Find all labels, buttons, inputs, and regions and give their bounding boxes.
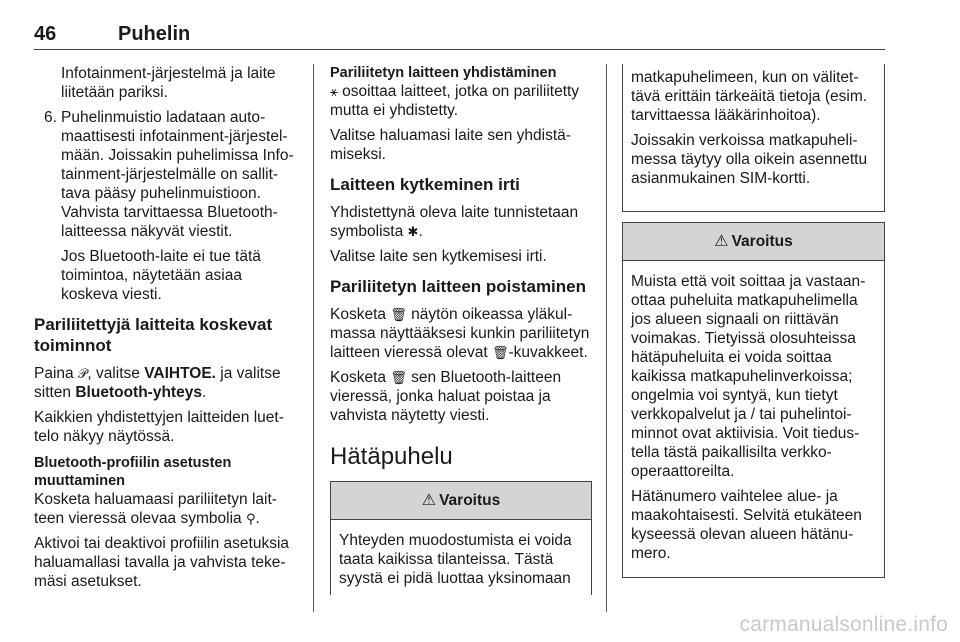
section-title-emergency-call: Hätäpuhelu	[330, 443, 453, 470]
phone-icon: 𝒫	[77, 366, 88, 381]
text-run: Paina	[34, 365, 78, 382]
warning-sim-text: Joissakin verkoissa matkapuhelimessa täytyy olla oikein asennettu asianmukainen SIM-kortti.	[631, 132, 868, 187]
warning-icon: ⚠	[714, 233, 729, 250]
paragraph-device-list: Kaikkien yhdistettyjen laitteiden luettelo näkyy näytössä.	[34, 409, 284, 445]
section-heading-paired-functions: Pariliitettyjä laitteita koskevat toiminnot	[34, 315, 273, 355]
bold-term: Bluetooth-yhteys	[75, 384, 202, 401]
warning-header	[331, 482, 591, 520]
list-number: 6.	[44, 109, 57, 126]
watermark: carmanualsonline.info	[739, 613, 948, 636]
text-run: ja valitse sitten	[34, 365, 281, 401]
bluetooth-icon: ⚹	[330, 84, 338, 99]
warning-header	[623, 223, 884, 261]
subheading-connect-paired: Pariliitetyn laitteen yhdistäminen	[330, 65, 557, 81]
paragraph-select-disconnect: Valitse laite sen kytkemisesi irti.	[330, 248, 547, 265]
warning-box-emergency	[330, 481, 592, 595]
list-item-6	[34, 108, 296, 304]
list-item-text: Puhelinmuistio ladataan automaattisesti infotainment-järjestelmään. Joissakin puhelimissa Infotainment-järjestelmälle on sallittava pääsy puhelinmuistioon. Vahvista tarvittaessa Bluetooth-laitteessa näkyvät viestit.	[61, 109, 294, 240]
text-run: Kosketa	[330, 306, 391, 323]
warning-text: Yhteyden muodostumista ei voida taata kaikissa tilanteissa. Tästä syystä ei pidä luottaa yksinomaan	[339, 532, 572, 587]
warning-number-text: Hätänumero vaihtelee alue- ja maakohtaisesti. Selvitä etukäteen kyseessä olevan alueen hätänumero.	[631, 488, 862, 562]
paragraph-activate-profile: Aktivoi tai deaktivoi profiilin asetuksia haluamallasi tavalla ja vahvista tekemäsi asetukset.	[34, 535, 290, 590]
page-number: 46	[34, 23, 57, 45]
section-heading-disconnect: Laitteen kytkeminen irti	[330, 175, 520, 194]
warning-box-continued	[622, 64, 885, 212]
text-run: .	[255, 510, 260, 527]
paragraph-touch-symbol	[34, 490, 296, 528]
warning-title: Varoitus	[731, 233, 793, 250]
column-1	[34, 64, 296, 597]
text-run: -kuvakkeet.	[508, 344, 588, 361]
paragraph-connected-symbol	[330, 203, 592, 241]
page-header	[34, 23, 885, 50]
paragraph-press-options	[34, 364, 296, 402]
trash-icon: 🗑	[390, 370, 407, 385]
warning-title: Varoitus	[439, 492, 501, 509]
text-run: näytön oikeassa yläkulmassa näyttääksesi kunkin pariliitetyn laitteen vieressä olevat	[330, 306, 590, 361]
bluetooth-connected-icon: ✱	[407, 224, 419, 239]
continued-text: Infotainment-järjestelmä ja laite liitetään pariksi.	[61, 65, 276, 101]
paragraph-delete-confirm	[330, 368, 592, 425]
text-run: Kosketa haluamaasi pariliitetyn laitteen vieressä olevaa symbolia	[34, 491, 277, 527]
warning-icon: ⚠	[421, 492, 437, 509]
text-run: Yhdistettynä oleva laite tunnistetaan symbolista	[330, 204, 579, 240]
subheading-bluetooth-profile: Bluetooth-profiilin asetusten muuttaminen	[34, 455, 232, 489]
text-run: osoittaa laitteet, jotka on pariliitetty mutta ei yhdistetty.	[330, 83, 580, 119]
list-item-subtext: Jos Bluetooth-laite ei tue tätä toimintoa, näytetään asiaa koskeva viesti.	[61, 248, 261, 303]
column-3	[622, 64, 885, 578]
warning-body	[331, 520, 591, 602]
section-heading-delete-paired: Pariliitetyn laitteen poistaminen	[330, 277, 587, 296]
text-run: .	[418, 223, 423, 240]
column-divider-2	[606, 64, 607, 612]
warning-signal-text: Muista että voit soittaa ja vastaanottaa puheluita matkapuhelimella jos alueen signaali on riittävän voimakas. Tietyissä olosuhteissa hätäpuheluita ei voida soittaa kaikissa matkapuhelinverkoissa; ongelmia voi syntyä, kun tietyt verkkopalvelut ja / tai puhelintoiminnot ovat aktiivisia. Voit tiedustella tästä paikallisilta verkkooperaattoreilta.	[631, 273, 866, 480]
text-run: , valitse	[87, 365, 145, 382]
text-run: sen Bluetooth-laitteen vieressä, jonka haluat poistaa ja vahvista näytetty viesti.	[330, 369, 562, 424]
paragraph-select-device: Valitse haluamasi laite sen yhdistämiseksi.	[330, 127, 571, 163]
trash-icon: 🗑	[390, 307, 407, 322]
page-title: Puhelin	[118, 23, 191, 45]
warning-body	[623, 261, 884, 577]
text-run: Kosketa	[330, 369, 391, 386]
warning-box-signal	[622, 222, 885, 578]
text-run: .	[201, 384, 207, 401]
warning-continued-text: matkapuhelimeen, kun on välitettävä erittäin tärkeäitä tietoja (esim. tarvittaessa lääkärinhoitoa).	[631, 69, 868, 124]
profile-settings-icon: ⚲	[245, 511, 256, 526]
paragraph-paired-not-connected	[330, 82, 592, 120]
column-2	[330, 64, 592, 595]
paragraph-touch-trash	[330, 305, 592, 362]
trash-icon: 🗑	[491, 345, 509, 360]
column-divider-1	[313, 64, 314, 612]
bold-term: VAIHTOE.	[144, 365, 216, 382]
